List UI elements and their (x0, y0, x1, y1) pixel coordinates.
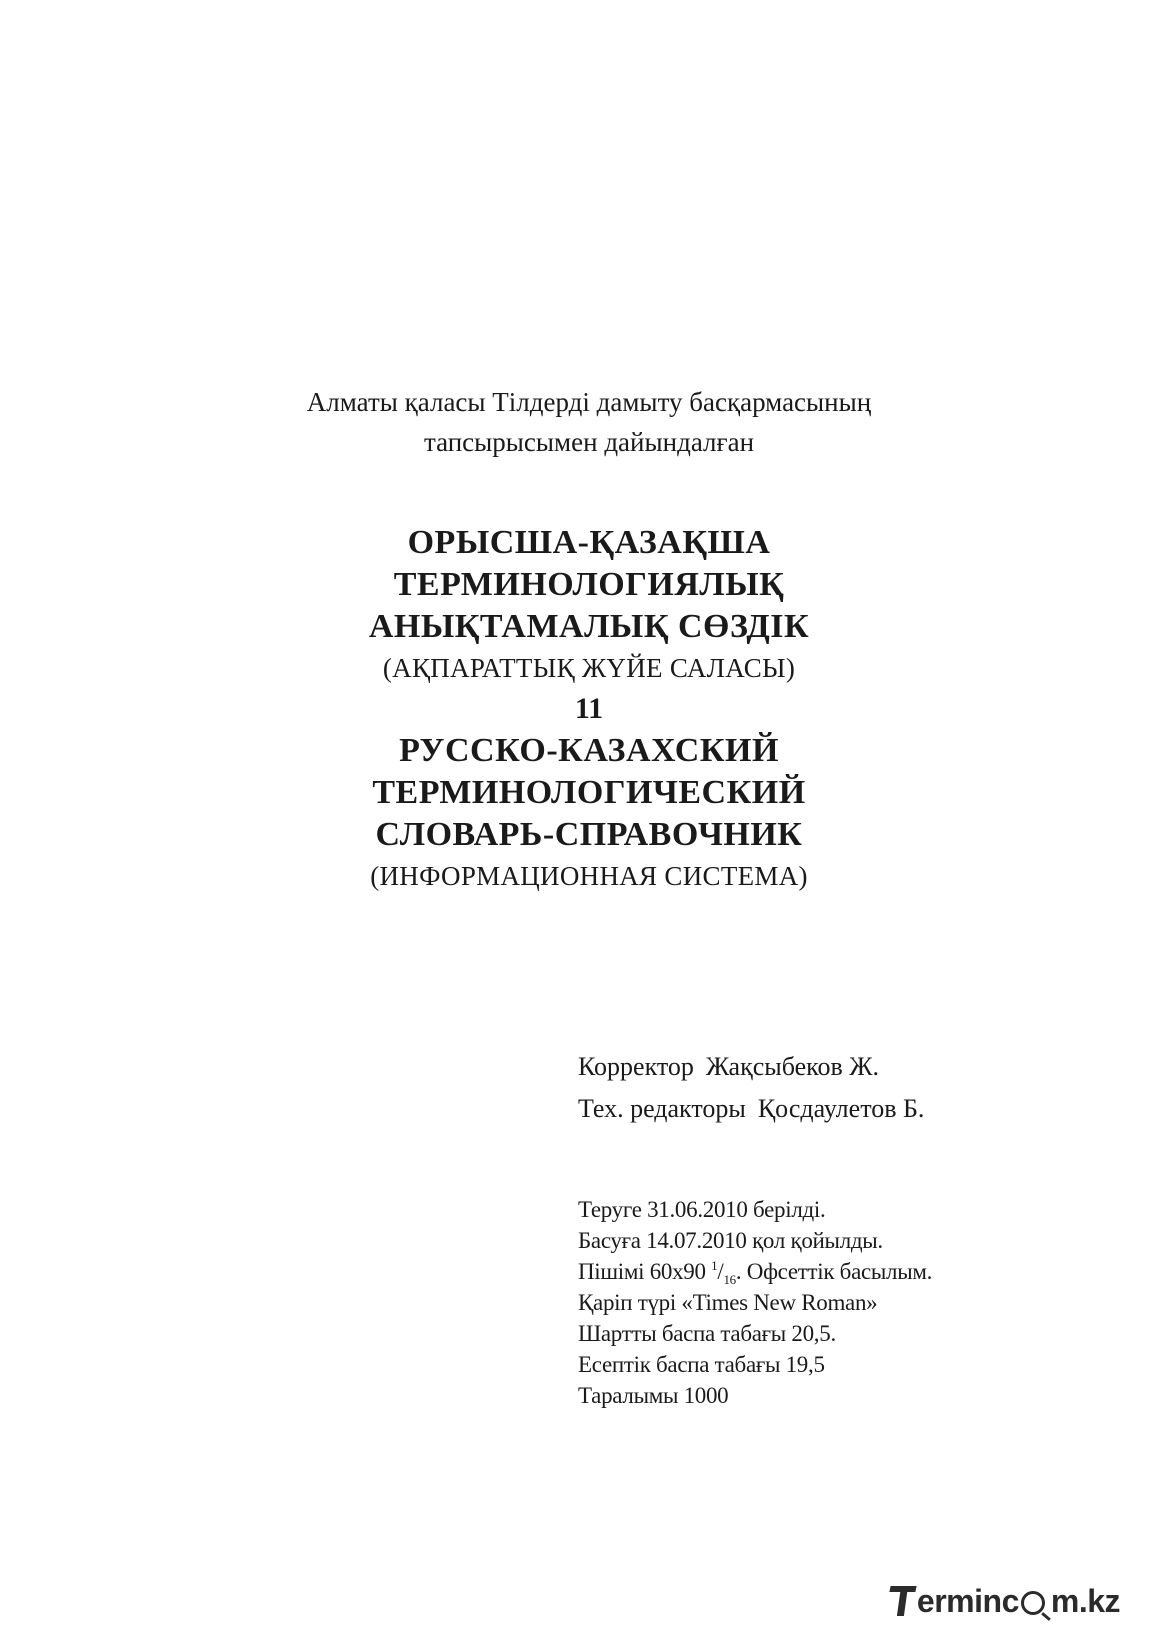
title-kz-line-3: АНЫҚТАМАЛЫҚ СӨЗДІК (368, 608, 810, 645)
title-block (0, 522, 1158, 896)
imprint-font: Қаріп түрі «Times New Roman» (578, 1290, 878, 1315)
tech-editor-name: Қосдаулетов Б. (757, 1094, 925, 1123)
format-prefix: Пішімі 60х90 (578, 1259, 712, 1284)
format-numerator: 1 (711, 1258, 718, 1273)
corrector-line (578, 1046, 924, 1088)
termincom-watermark-logo (890, 1579, 1120, 1623)
imprint-typeset-date: Теруге 31.06.2010 берілді. (578, 1197, 826, 1222)
format-suffix: . Офсеттік басылым. (735, 1259, 933, 1284)
title-ru-line-2: ТЕРМИНОЛОГИЧЕСКИЙ (372, 774, 806, 811)
title-ru-line-3: СЛОВАРЬ-СПРАВОЧНИК (375, 816, 803, 853)
imprint-accounting-sheets: Есептік баспа табағы 19,5 (578, 1352, 825, 1377)
watermark-text-2: m.kz (1050, 1582, 1120, 1619)
subtitle-ru: (ИНФОРМАЦИОННАЯ СИСТЕМА) (370, 861, 808, 891)
title-kz-line-2: ТЕРМИНОЛОГИЯЛЫҚ (393, 566, 785, 603)
tech-editor-line (578, 1088, 924, 1130)
commission-line-2: тапсырысымен дайындалған (423, 427, 755, 457)
imprint-circulation: Таралымы 1000 (578, 1383, 729, 1408)
subtitle-kz: (АҚПАРАТТЫҚ ЖҮЙЕ САЛАСЫ) (382, 653, 796, 683)
corrector-role: Корректор (578, 1052, 694, 1081)
staff-credits (578, 1046, 924, 1130)
commission-note (0, 382, 1158, 462)
corrector-name: Жақсыбеков Ж. (705, 1052, 880, 1081)
imprint-conventional-sheets: Шартты баспа табағы 20,5. (578, 1321, 836, 1346)
imprint-block (578, 1194, 932, 1411)
watermark-text-1: erminc (916, 1582, 1019, 1619)
imprint-format (578, 1256, 932, 1287)
tech-editor-role: Тех. редакторы (578, 1094, 746, 1123)
title-ru-line-1: РУССКО-КАЗАХСКИЙ (399, 732, 779, 769)
imprint-signed-date: Басуға 14.07.2010 қол қойылды. (578, 1228, 883, 1253)
volume-number: 11 (574, 692, 604, 725)
magnifier-icon (1021, 1591, 1045, 1615)
format-denominator: 16 (723, 1272, 736, 1287)
logo-t-icon (890, 1584, 916, 1618)
commission-line-1: Алматы қаласы Тілдерді дамыту басқармасының (306, 387, 872, 417)
title-kz-line-1: ОРЫСША-ҚАЗАҚША (407, 524, 771, 561)
format-separator: / (717, 1259, 724, 1284)
